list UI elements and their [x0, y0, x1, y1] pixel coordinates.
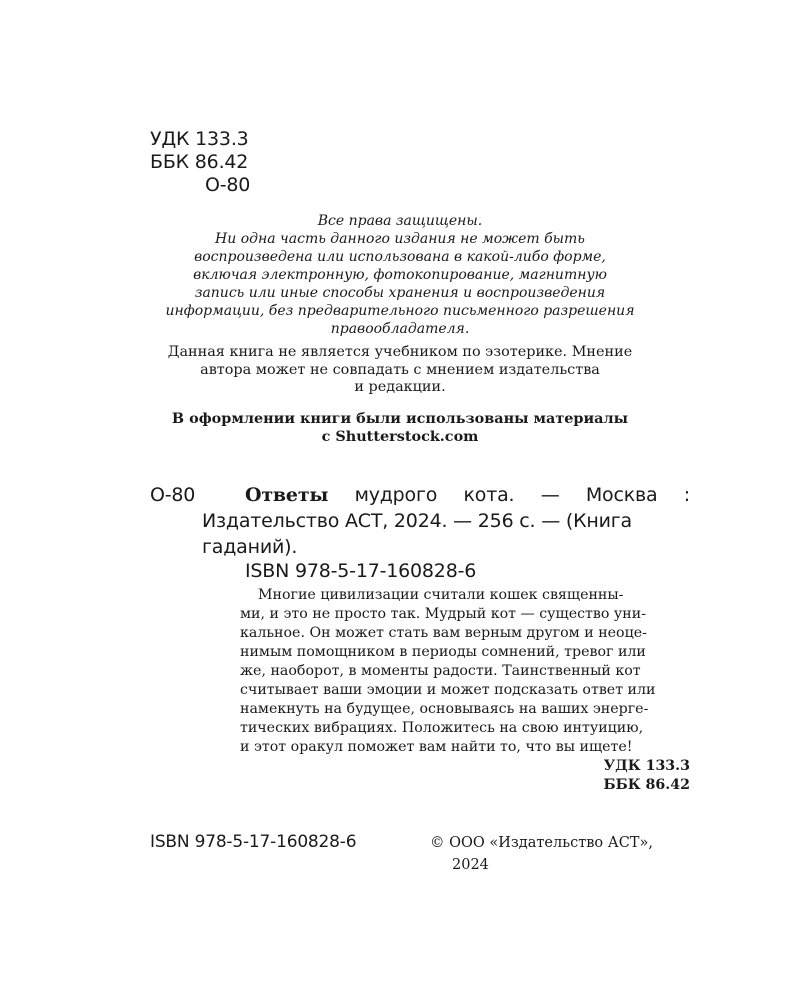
entry-line-2: Издательство АСТ, 2024. — 256 с. — (Книга	[202, 510, 632, 532]
copyright-holder: © ООО «Издательство АСТ»,	[430, 835, 653, 851]
rights-line: запись или иные способы хранения и воспроизведения	[194, 285, 606, 301]
rights-notice	[140, 212, 660, 338]
footer-isbn: ISBN 978-5-17-160828-6	[150, 832, 357, 852]
catalog-codes	[150, 128, 250, 197]
summary-line: кальное. Он может стать вам верным другом и неоце-	[240, 625, 647, 641]
credits-line: с Shutterstock.com	[321, 428, 479, 445]
summary-line: считывает ваши эмоции и может подсказать ответ или	[240, 682, 656, 698]
summary-line: тических вибрациях. Положитесь на свою интуицию,	[240, 720, 644, 736]
summary-line: же, наоборот, в моменты радости. Таинственный кот	[240, 663, 641, 679]
image-credits	[130, 410, 670, 446]
entry-word: :	[683, 484, 690, 506]
rights-line: Ни одна часть данного издания не может быть	[215, 231, 585, 247]
entry-word: мудрого	[354, 484, 438, 506]
entry-line-3: гаданий).	[202, 536, 298, 558]
rights-line: включая электронную, фотокопирование, магнитную	[193, 267, 607, 283]
esoteric-disclaimer	[130, 344, 670, 397]
credits-line: В оформлении книги были использованы материалы	[171, 410, 629, 427]
summary-line: и этот оракул поможет вам найти то, что вы ищете!	[240, 739, 633, 755]
entry-title: Ответы	[245, 484, 329, 506]
rights-line: информации, без предварительного письменного разрешения	[165, 303, 635, 319]
book-summary	[240, 586, 690, 795]
rights-line: правообладателя.	[330, 321, 470, 337]
disclaimer-line: автора может не совпадать с мнением издательства	[200, 361, 600, 378]
entry-word: Москва	[585, 484, 658, 506]
summary-udk: УДК 133.3	[603, 758, 690, 774]
entry-word: кота.	[463, 484, 515, 506]
entry-word: —	[540, 484, 560, 506]
bbk-code: ББК 86.42	[150, 151, 249, 173]
summary-line: нимым помощником в периоды сомнений, тревог или	[240, 644, 646, 660]
entry-isbn: ISBN 978-5-17-160828-6	[245, 560, 477, 582]
rights-line: воспроизведена или использована в какой-либо форме,	[194, 249, 606, 265]
disclaimer-line: Данная книга не является учебником по эзотерике. Мнение	[167, 344, 633, 360]
summary-line: намекнуть на будущее, основываясь на ваших энерге-	[240, 701, 649, 717]
udk-code: УДК 133.3	[150, 128, 249, 150]
disclaimer-line: и редакции.	[354, 379, 446, 395]
summary-bbk: ББК 86.42	[603, 777, 690, 793]
rights-line: Все права защищены.	[317, 213, 483, 229]
entry-line-1	[202, 482, 690, 508]
entry-code: О-80	[150, 484, 196, 506]
author-sign: О-80	[205, 174, 251, 196]
copyright-notice	[430, 832, 692, 876]
summary-line: Многие цивилизации считали кошек священны-	[258, 587, 624, 603]
summary-line: ми, и это не просто так. Мудрый кот — существо уни-	[240, 606, 646, 622]
copyright-year: 2024	[452, 857, 489, 873]
